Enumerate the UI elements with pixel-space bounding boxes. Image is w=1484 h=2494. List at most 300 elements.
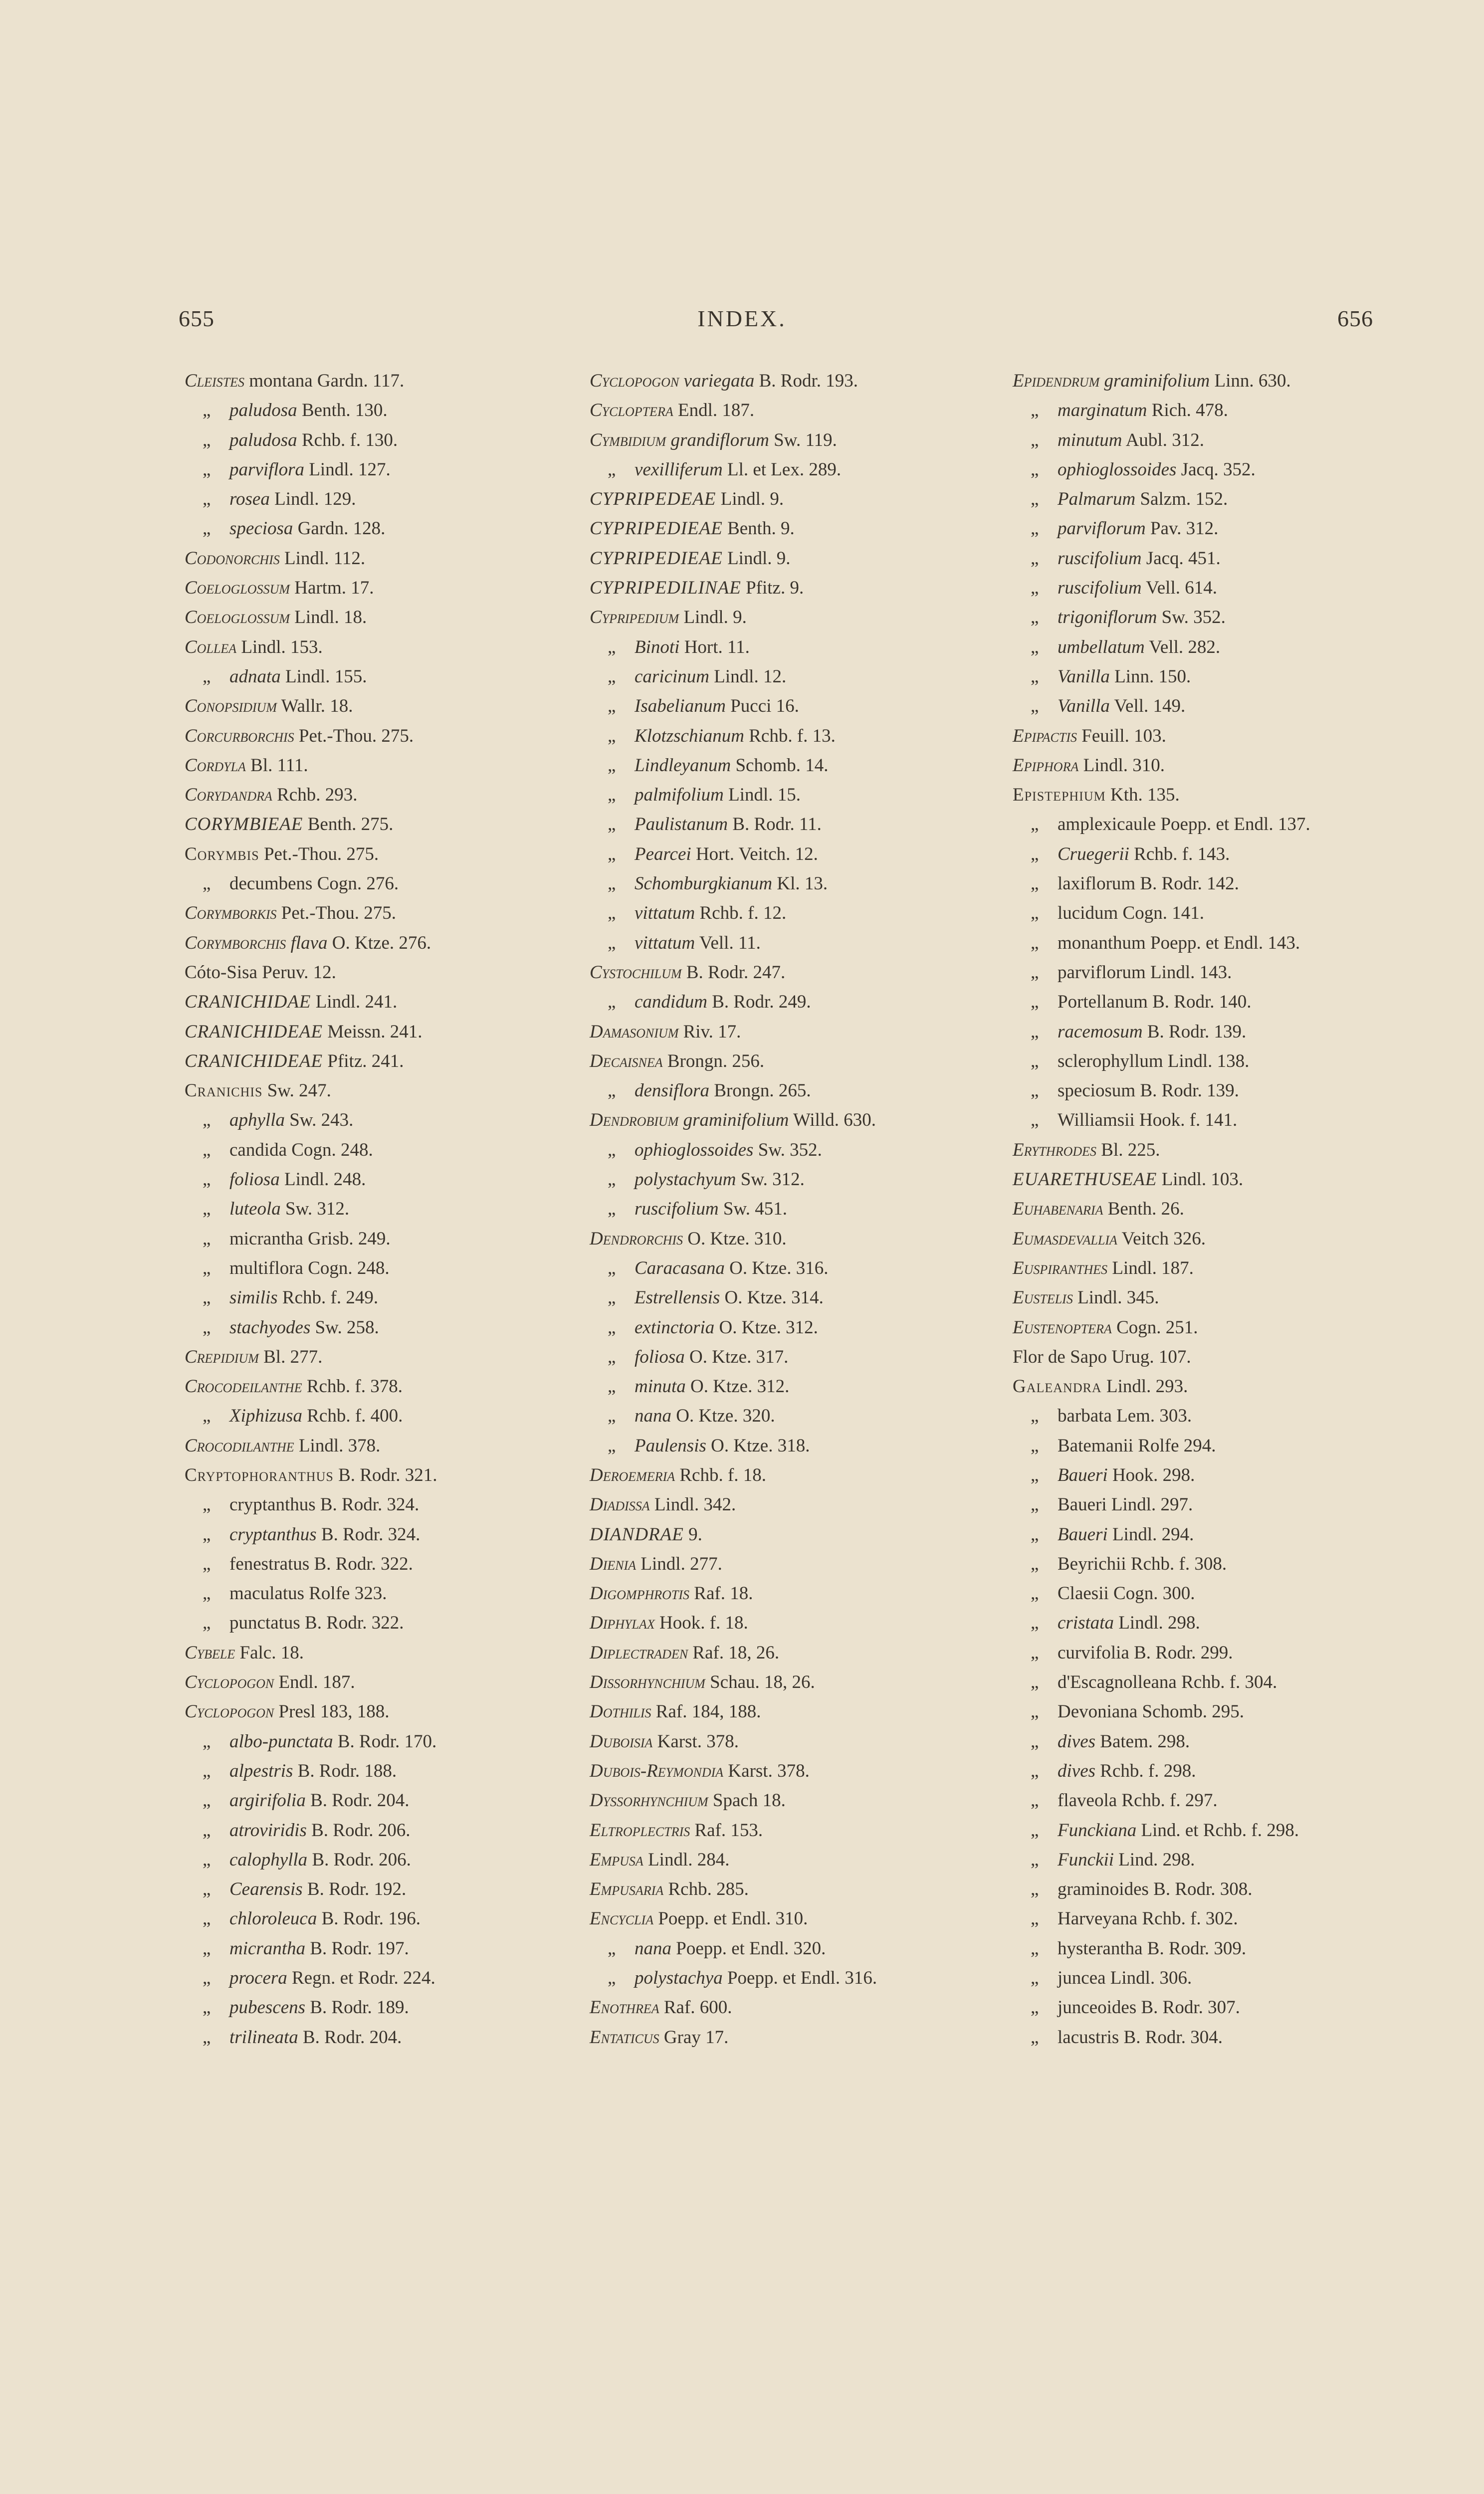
genus-name: Dendrobium (590, 1110, 679, 1131)
entry-text: Rchb. f. 400. (302, 1406, 403, 1427)
ditto-mark: „ (608, 1287, 616, 1308)
entry-text: Rchb. f. 130. (297, 429, 398, 450)
index-entry (1013, 396, 1422, 425)
species-name: ruscifolium (1058, 548, 1142, 569)
index-entry (185, 1520, 594, 1549)
entry-text: Bl. 277. (258, 1346, 323, 1367)
index-entry (590, 898, 999, 928)
species-name: Funckii (1058, 1849, 1114, 1870)
genus-name: Corcurborchis (185, 725, 294, 746)
entry-text: Sw. 243. (284, 1110, 354, 1131)
ditto-mark: „ (203, 518, 211, 539)
species-name: speciosa (229, 518, 293, 539)
index-entry (185, 1283, 594, 1312)
index-entry (590, 1401, 999, 1431)
index-entry (590, 603, 999, 632)
entry-text: Williamsii Hook. f. 141. (1058, 1110, 1238, 1131)
index-entry (590, 1638, 999, 1667)
index-entry (590, 1816, 999, 1845)
entry-text: Batemanii Rolfe 294. (1058, 1435, 1216, 1456)
genus-name: Empusa (590, 1849, 643, 1870)
page-number-right: 656 (1337, 306, 1373, 331)
genus-name: Cyclopogon (185, 1672, 274, 1693)
entry-text: B. Rodr. 193. (754, 371, 858, 391)
ditto-mark: „ (1031, 400, 1039, 421)
ditto-mark: „ (1031, 548, 1039, 569)
index-entry (1013, 1165, 1422, 1194)
index-entry (1013, 1727, 1422, 1756)
index-entry (590, 869, 999, 898)
index-entry (1013, 366, 1422, 396)
index-entry (185, 1904, 594, 1933)
species-name: Caracasana (635, 1257, 725, 1278)
tribe-name: EUARETHUSEAE (1013, 1169, 1157, 1190)
entry-text: monanthum Poepp. et Endl. 143. (1058, 932, 1300, 953)
page-header (0, 305, 1484, 345)
index-entry (1013, 1194, 1422, 1224)
entry-text: O. Ktze. 276. (327, 932, 431, 953)
ditto-mark: „ (203, 429, 211, 450)
index-entry (1013, 1017, 1422, 1046)
entry-text: Poepp. et Endl. 310. (653, 1908, 808, 1929)
entry-text: Wallr. 18. (276, 696, 353, 717)
ditto-mark: „ (203, 873, 211, 894)
ditto-mark: „ (1031, 1938, 1039, 1959)
entry-text: Sw. 451. (718, 1199, 787, 1220)
entry-text: curvifolia B. Rodr. 299. (1058, 1642, 1233, 1663)
ditto-mark: „ (608, 1257, 616, 1278)
ditto-mark: „ (608, 903, 616, 924)
genus-name: Conopsidium (185, 696, 277, 717)
index-entry (590, 810, 999, 839)
tribe-name: CYPRIPEDILINAE (590, 578, 741, 599)
genus-name: Corymbis (185, 843, 259, 864)
index-entry (1013, 958, 1422, 987)
index-entry (1013, 484, 1422, 514)
tribe-name: CYPRIPEDEAE (590, 489, 716, 510)
index-entry (185, 425, 594, 455)
entry-text: Schomb. 14. (731, 755, 829, 776)
species-name: Isabelianum (635, 696, 726, 717)
index-entry (590, 1076, 999, 1105)
ditto-mark: „ (203, 1583, 211, 1604)
tribe-name: CRANICHIDEAE (185, 1021, 323, 1042)
index-entry (1013, 1993, 1422, 2022)
ditto-mark: „ (608, 725, 616, 746)
entry-text: Rchb. f. 298. (1095, 1760, 1196, 1781)
index-entry (590, 425, 999, 455)
ditto-mark: „ (203, 1790, 211, 1811)
ditto-mark: „ (1031, 1021, 1039, 1042)
index-entry (185, 1845, 594, 1874)
index-entry (185, 898, 594, 928)
entry-text: Jacq. 352. (1176, 459, 1256, 480)
index-entry (185, 514, 594, 543)
genus-name: Enothrea (590, 1997, 659, 2018)
ditto-mark: „ (1031, 2027, 1039, 2048)
genus-name: Encyclia (590, 1908, 654, 1929)
index-entry (590, 544, 999, 573)
ditto-mark: „ (203, 2027, 211, 2048)
entry-text: Lindl. 293. (1101, 1376, 1188, 1397)
ditto-mark: „ (1031, 696, 1039, 717)
entry-text: Linn. 630. (1210, 371, 1291, 391)
index-entry (1013, 1608, 1422, 1638)
index-entry (590, 1993, 999, 2022)
ditto-mark: „ (1031, 459, 1039, 480)
ditto-mark: „ (203, 1553, 211, 1574)
index-entry (590, 1904, 999, 1933)
index-entry (185, 1963, 594, 1993)
entry-text: Lindl. 9. (722, 548, 791, 569)
index-entry (1013, 1874, 1422, 1904)
index-entry (185, 1135, 594, 1165)
index-entry (185, 1608, 594, 1638)
ditto-mark: „ (608, 1968, 616, 1989)
index-entry (1013, 810, 1422, 839)
entry-text: Riv. 17. (678, 1021, 741, 1042)
entry-text: Lindl. 345. (1072, 1287, 1159, 1308)
index-entry (590, 1608, 999, 1638)
genus-name: Dothilis (590, 1701, 651, 1722)
entry-text: Cogn. 251. (1111, 1317, 1198, 1338)
entry-text: Cóto-Sisa Peruv. 12. (185, 962, 336, 983)
entry-text: Lindl. 129. (269, 489, 356, 510)
index-entry (185, 1816, 594, 1845)
ditto-mark: „ (608, 1346, 616, 1367)
entry-text: Lindl. 248. (279, 1169, 366, 1190)
index-entry (590, 366, 999, 396)
entry-text: Sw. 119. (769, 429, 837, 450)
index-entry (185, 1490, 594, 1519)
species-name: pubescens (229, 1997, 306, 2018)
species-name: ruscifolium (635, 1199, 719, 1220)
species-name: Cearensis (229, 1879, 303, 1900)
genus-name: Entaticus (590, 2027, 659, 2048)
entry-text: B. Rodr. 170. (333, 1731, 437, 1752)
index-entry (185, 839, 594, 869)
species-name: Baueri (1058, 1524, 1108, 1545)
entry-text: Hook. f. 18. (654, 1613, 748, 1634)
index-entry (185, 632, 594, 662)
ditto-mark: „ (203, 1731, 211, 1752)
entry-text: decumbens Cogn. 276. (229, 873, 399, 894)
page-title: INDEX. (697, 306, 787, 331)
entry-text: Kth. 135. (1105, 785, 1180, 806)
species-name: similis (229, 1287, 278, 1308)
ditto-mark: „ (203, 1317, 211, 1338)
index-entry (1013, 691, 1422, 721)
genus-name: Epidendrum (1013, 371, 1100, 391)
index-entry (590, 1667, 999, 1697)
genus-name: Damasonium (590, 1021, 679, 1042)
entry-text: Lindl. 378. (294, 1435, 381, 1456)
ditto-mark: „ (1031, 1050, 1039, 1071)
genus-name: Dubois-Reymondia (590, 1760, 724, 1781)
entry-text: Linn. 150. (1109, 666, 1191, 687)
entry-text: Gray 17. (659, 2027, 729, 2048)
ditto-mark: „ (1031, 962, 1039, 983)
index-entry (590, 662, 999, 691)
species-name: parviflorum (1058, 518, 1146, 539)
species-name: foliosa (635, 1346, 685, 1367)
entry-text: Benth. 26. (1103, 1199, 1184, 1220)
tribe-name: CRANICHIDAE (185, 992, 311, 1013)
index-entry (590, 1046, 999, 1076)
ditto-mark: „ (608, 666, 616, 687)
entry-text: Raf. 184, 188. (651, 1701, 761, 1722)
index-entry (185, 1401, 594, 1431)
entry-text: Pfitz. 241. (323, 1050, 404, 1071)
entry-text: B. Rodr. 192. (302, 1879, 407, 1900)
index-entry (1013, 1756, 1422, 1786)
index-entry (1013, 1224, 1422, 1253)
species-name: Estrellensis (635, 1287, 720, 1308)
ditto-mark: „ (1031, 1583, 1039, 1604)
entry-text: Lindl. 12. (709, 666, 787, 687)
index-entry (590, 928, 999, 958)
ditto-mark: „ (203, 1199, 211, 1220)
entry-text: Poepp. et Endl. 320. (671, 1938, 826, 1959)
entry-text: speciosum B. Rodr. 139. (1058, 1080, 1239, 1101)
index-entry (185, 662, 594, 691)
species-name: luteola (229, 1199, 281, 1220)
index-entry (1013, 1431, 1422, 1460)
entry-text: O. Ktze. 310. (683, 1228, 787, 1249)
genus-name: Cypripedium (590, 607, 679, 628)
ditto-mark: „ (608, 1435, 616, 1456)
entry-text: Vell. 614. (1141, 578, 1217, 599)
ditto-mark: „ (203, 1287, 211, 1308)
index-entry (185, 1667, 594, 1697)
ditto-mark: „ (203, 1524, 211, 1545)
ditto-mark: „ (608, 459, 616, 480)
entry-text: B. Rodr. 204. (305, 1790, 410, 1811)
genus-name: Coeloglossum (185, 607, 290, 628)
species-name: adnata (229, 666, 281, 687)
index-entry (185, 1874, 594, 1904)
index-entry (590, 1727, 999, 1756)
entry-text: Hartm. 17. (290, 578, 374, 599)
index-entry (1013, 1549, 1422, 1579)
index-entry (185, 1756, 594, 1786)
entry-text: Claesii Cogn. 300. (1058, 1583, 1195, 1604)
ditto-mark: „ (1031, 1879, 1039, 1900)
entry-text: Rchb. f. 13. (744, 725, 836, 746)
genus-name: Diplectraden (590, 1642, 688, 1663)
entry-text: Lind. et Rchb. f. 298. (1136, 1820, 1299, 1841)
tribe-name: CYPRIPEDIEAE (590, 518, 723, 539)
entry-text: Pet.-Thou. 275. (276, 903, 396, 924)
ditto-mark: „ (1031, 1820, 1039, 1841)
entry-text: Lindl. 241. (311, 992, 398, 1013)
entry-text: B. Rodr. 189. (305, 1997, 409, 2018)
index-entry (590, 2023, 999, 2052)
species-name: parviflora (229, 459, 305, 480)
entry-text: B. Rodr. 247. (681, 962, 786, 983)
index-entry (185, 1165, 594, 1194)
tribe-name: CYPRIPEDIEAE (590, 548, 723, 569)
index-entry (185, 1993, 594, 2022)
entry-text: O. Ktze. 317. (684, 1346, 789, 1367)
index-entry (185, 603, 594, 632)
species-name: ophioglossoides (635, 1139, 754, 1160)
ditto-mark: „ (203, 400, 211, 421)
index-entry (590, 1253, 999, 1283)
index-entry (1013, 1638, 1422, 1667)
entry-text: Lindl. 294. (1107, 1524, 1194, 1545)
genus-name: Cyclopogon (185, 1701, 274, 1722)
genus-name: Erythrodes (1013, 1139, 1097, 1160)
species-name: extinctoria (635, 1317, 715, 1338)
entry-text: Endl. 187. (274, 1672, 355, 1693)
index-entry (590, 1579, 999, 1608)
ditto-mark: „ (1031, 1672, 1039, 1693)
genus-name: Dyssorhynchium (590, 1790, 708, 1811)
genus-name: Duboisia (590, 1731, 653, 1752)
entry-text: juncea Lindl. 306. (1058, 1968, 1192, 1989)
entry-text: Schau. 18, 26. (705, 1672, 815, 1693)
entry-text: Salzm. 152. (1135, 489, 1228, 510)
entry-text: B. Rodr. 321. (333, 1464, 437, 1485)
species-name: graminifolium (678, 1110, 789, 1131)
ditto-mark: „ (203, 1228, 211, 1249)
entry-text: Rchb. f. 378. (302, 1376, 403, 1397)
ditto-mark: „ (1031, 1080, 1039, 1101)
genus-name: Cordyla (185, 755, 246, 776)
index-entry (1013, 1401, 1422, 1431)
ditto-mark: „ (203, 1406, 211, 1427)
index-entry (185, 1549, 594, 1579)
index-entry (1013, 1816, 1422, 1845)
index-entry (590, 1934, 999, 1963)
entry-text: candida Cogn. 248. (229, 1139, 373, 1160)
species-name: candidum (635, 992, 707, 1013)
entry-text: Rchb. 293. (272, 785, 358, 806)
ditto-mark: „ (608, 696, 616, 717)
entry-text: Karst. 378. (723, 1760, 810, 1781)
ditto-mark: „ (1031, 489, 1039, 510)
species-name: atroviridis (229, 1820, 307, 1841)
index-entry (1013, 1490, 1422, 1519)
entry-text: Devoniana Schomb. 295. (1058, 1701, 1245, 1722)
entry-text: Rchb. f. 143. (1129, 843, 1230, 864)
ditto-mark: „ (203, 1139, 211, 1160)
ditto-mark: „ (1031, 666, 1039, 687)
ditto-mark: „ (608, 636, 616, 657)
entry-text: Brongn. 265. (709, 1080, 811, 1101)
entry-text: Lindl. 9. (679, 607, 747, 628)
index-entry (590, 1194, 999, 1224)
species-name: foliosa (229, 1169, 280, 1190)
genus-name: Cystochilum (590, 962, 682, 983)
index-entry (185, 928, 594, 958)
index-entry (185, 1105, 594, 1135)
index-entry (590, 1874, 999, 1904)
index-entry (1013, 544, 1422, 573)
entry-text: Pfitz. 9. (741, 578, 804, 599)
index-entry (1013, 514, 1422, 543)
index-entry (590, 751, 999, 780)
entry-text: Raf. 18. (689, 1583, 753, 1604)
index-entry (1013, 662, 1422, 691)
entry-text: Willd. 630. (789, 1110, 876, 1131)
species-name: alpestris (229, 1760, 293, 1781)
ditto-mark: „ (1031, 873, 1039, 894)
entry-text: Portellanum B. Rodr. 140. (1058, 992, 1252, 1013)
index-entry (1013, 928, 1422, 958)
index-entry (590, 1431, 999, 1460)
ditto-mark: „ (1031, 1790, 1039, 1811)
ditto-mark: „ (1031, 1613, 1039, 1634)
genus-name: Digomphrotis (590, 1583, 690, 1604)
entry-text: Pucci 16. (725, 696, 799, 717)
species-name: ruscifolium (1058, 578, 1142, 599)
ditto-mark: „ (1031, 1701, 1039, 1722)
genus-name: Euhabenaria (1013, 1199, 1103, 1220)
index-entry (590, 396, 999, 425)
ditto-mark: „ (203, 1908, 211, 1929)
entry-text: Lindl. 112. (279, 548, 366, 569)
genus-name: Crocodeilanthe (185, 1376, 302, 1397)
ditto-mark: „ (203, 1968, 211, 1989)
entry-text: Jacq. 451. (1141, 548, 1221, 569)
entry-text: Kl. 13. (772, 873, 828, 894)
genus-name: Cybele (185, 1642, 235, 1663)
entry-text: graminoides B. Rodr. 308. (1058, 1879, 1253, 1900)
species-name: Cruegerii (1058, 843, 1129, 864)
ditto-mark: „ (608, 843, 616, 864)
index-entry (590, 632, 999, 662)
species-name: trigoniflorum (1058, 607, 1157, 628)
ditto-mark: „ (1031, 1524, 1039, 1545)
index-entry (185, 1017, 594, 1046)
index-entry (590, 1342, 999, 1372)
species-name: graminifolium (1099, 371, 1210, 391)
index-entry (185, 751, 594, 780)
entry-text: Sw. 312. (280, 1199, 350, 1220)
index-entry (185, 780, 594, 810)
entry-text: Lindl. 310. (1078, 755, 1165, 776)
index-entry (590, 1372, 999, 1401)
species-name: flava (286, 932, 328, 953)
index-entry (590, 721, 999, 751)
genus-name: Coeloglossum (185, 578, 290, 599)
species-name: argirifolia (229, 1790, 306, 1811)
tribe-name: CORYMBIEAE (185, 814, 303, 835)
species-name: stachyodes (229, 1317, 311, 1338)
index-entry (1013, 425, 1422, 455)
ditto-mark: „ (1031, 992, 1039, 1013)
index-entry (1013, 1697, 1422, 1726)
ditto-mark: „ (1031, 578, 1039, 599)
species-name: albo-punctata (229, 1731, 333, 1752)
species-name: vexilliferum (635, 459, 723, 480)
entry-text: Sw. 352. (1157, 607, 1226, 628)
genus-name: Epistephium (1013, 785, 1106, 806)
entry-text: B. Rodr. 196. (317, 1908, 421, 1929)
species-name: polystachya (635, 1968, 723, 1989)
ditto-mark: „ (203, 1997, 211, 2018)
entry-text: Benth. 130. (297, 400, 388, 421)
entry-text: maculatus Rolfe 323. (229, 1583, 387, 1604)
index-entry (1013, 603, 1422, 632)
entry-text: Hort. 11. (679, 636, 750, 657)
entry-text: multiflora Cogn. 248. (229, 1257, 390, 1278)
entry-text: Hort. Veitch. 12. (691, 843, 818, 864)
index-entry (1013, 1963, 1422, 1993)
genus-name: Cycloptera (590, 400, 673, 421)
